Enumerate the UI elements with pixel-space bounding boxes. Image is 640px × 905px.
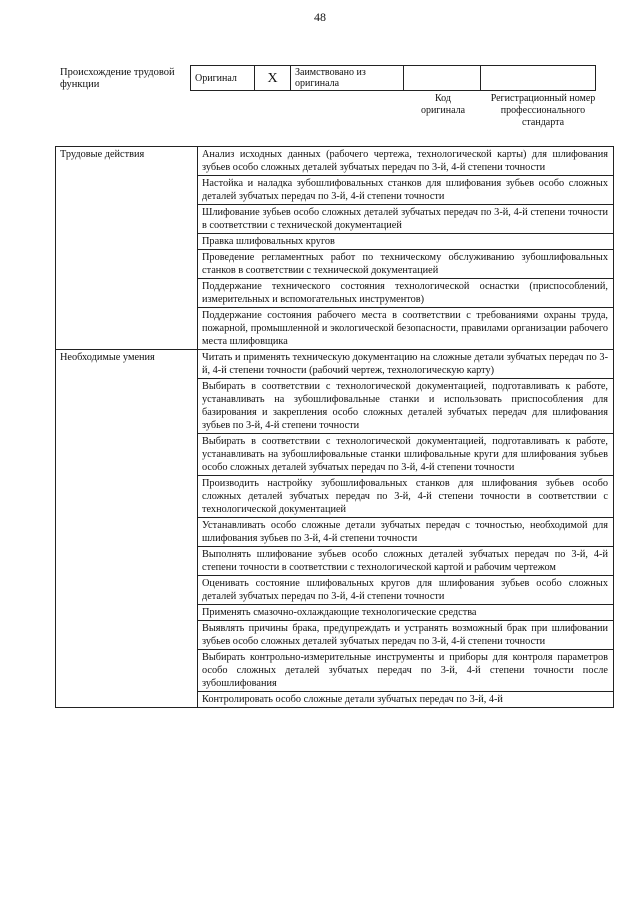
original-label: Оригинал bbox=[191, 66, 255, 91]
code-original-label: Код оригинала bbox=[420, 93, 466, 116]
item-cell: Выявлять причины брака, предупреждать и устранять возможный брак при шлифовании зубьев особо сложных деталей зубчатых передач по 3-й, 4-й степени точности bbox=[198, 621, 614, 650]
item-cell: Поддержание технического состояния технологической оснастки (приспособлений, измерительных и вспомогательных инструментов) bbox=[198, 279, 614, 308]
table-row bbox=[56, 350, 614, 379]
item-cell: Производить настройку зубошлифовальных станков для шлифования зубьев особо сложных деталей зубчатых передач по 3-й, 4-й степени точности в соответствии с технологической документацией bbox=[198, 476, 614, 518]
item-cell: Правка шлифовальных кругов bbox=[198, 234, 614, 250]
item-cell: Контролировать особо сложные детали зубчатых передач по 3-й, 4-й bbox=[198, 692, 614, 708]
item-cell: Читать и применять техническую документацию на сложные детали зубчатых передач по 3-й, 4-й степени точности (рабочий чертеж, технологическую карту) bbox=[198, 350, 614, 379]
table-row bbox=[56, 147, 614, 176]
item-cell: Выполнять шлифование зубьев особо сложных деталей зубчатых передач по 3-й, 4-й степени точности в соответствии с технологической картой и рабочим чертежом bbox=[198, 547, 614, 576]
item-cell: Оценивать состояние шлифовальных кругов для шлифования зубьев особо сложных деталей зубчатых передач по 3-й, 4-й степени точности bbox=[198, 576, 614, 605]
item-cell: Шлифование зубьев особо сложных деталей зубчатых передач по 3-й, 4-й степени точности в соответствии с технической документацией bbox=[198, 205, 614, 234]
item-cell: Проведение регламентных работ по техническому обслуживанию зубошлифовальных станков в соответствии с технической документацией bbox=[198, 250, 614, 279]
original-mark: X bbox=[255, 66, 291, 91]
code-cell bbox=[404, 66, 481, 91]
origin-table bbox=[190, 65, 596, 91]
section-title: Трудовые действия bbox=[56, 147, 198, 350]
registration-number-label: Регистрационный номер профессионального стандарта bbox=[490, 93, 596, 128]
item-cell: Выбирать в соответствии с технологической документацией, подготавливать к работе, устанавливать на зубошлифовальные станки шлифовальные круги для шлифования зубьев особо сложных деталей зубчатых передач по 3-й, 4-й степени точности bbox=[198, 434, 614, 476]
item-cell: Настойка и наладка зубошлифовальных станков для шлифования зубьев особо сложных деталей зубчатых передач по 3-й, 4-й степени точности bbox=[198, 176, 614, 205]
item-cell: Устанавливать особо сложные детали зубчатых передач с точностью, необходимой для шлифования зубьев по 3-й, 4-й степени точности bbox=[198, 518, 614, 547]
page-number: 48 bbox=[314, 10, 326, 24]
borrowed-label: Заимствовано из оригинала bbox=[291, 66, 404, 91]
item-cell: Применять смазочно-охлаждающие технологические средства bbox=[198, 605, 614, 621]
section-title: Необходимые умения bbox=[56, 350, 198, 708]
item-cell: Поддержание состояния рабочего места в соответствии с требованиями охраны труда, пожарной, промышленной и экологической безопасности, правилами организации рабочего места шлифовщика bbox=[198, 308, 614, 350]
function-table bbox=[55, 146, 614, 708]
origin-label: Происхождение трудовой функции bbox=[60, 67, 175, 90]
item-cell: Анализ исходных данных (рабочего чертежа, технологической карты) для шлифования зубьев особо сложных деталей зубчатых передач по 3-й, 4-й степени точности bbox=[198, 147, 614, 176]
item-cell: Выбирать в соответствии с технологической документацией, подготавливать к работе, устанавливать на зубошлифовальные станки и использовать приспособления для базирования и закрепления особо сложных деталей зубчатых передач для шлифования зубьев по 3-й, 4-й степени точности bbox=[198, 379, 614, 434]
item-cell: Выбирать контрольно-измерительные инструменты и приборы для контроля параметров особо сложных деталей зубчатых передач по 3-й, 4-й степени точности после зубошлифования bbox=[198, 650, 614, 692]
reg-number-cell bbox=[481, 66, 596, 91]
